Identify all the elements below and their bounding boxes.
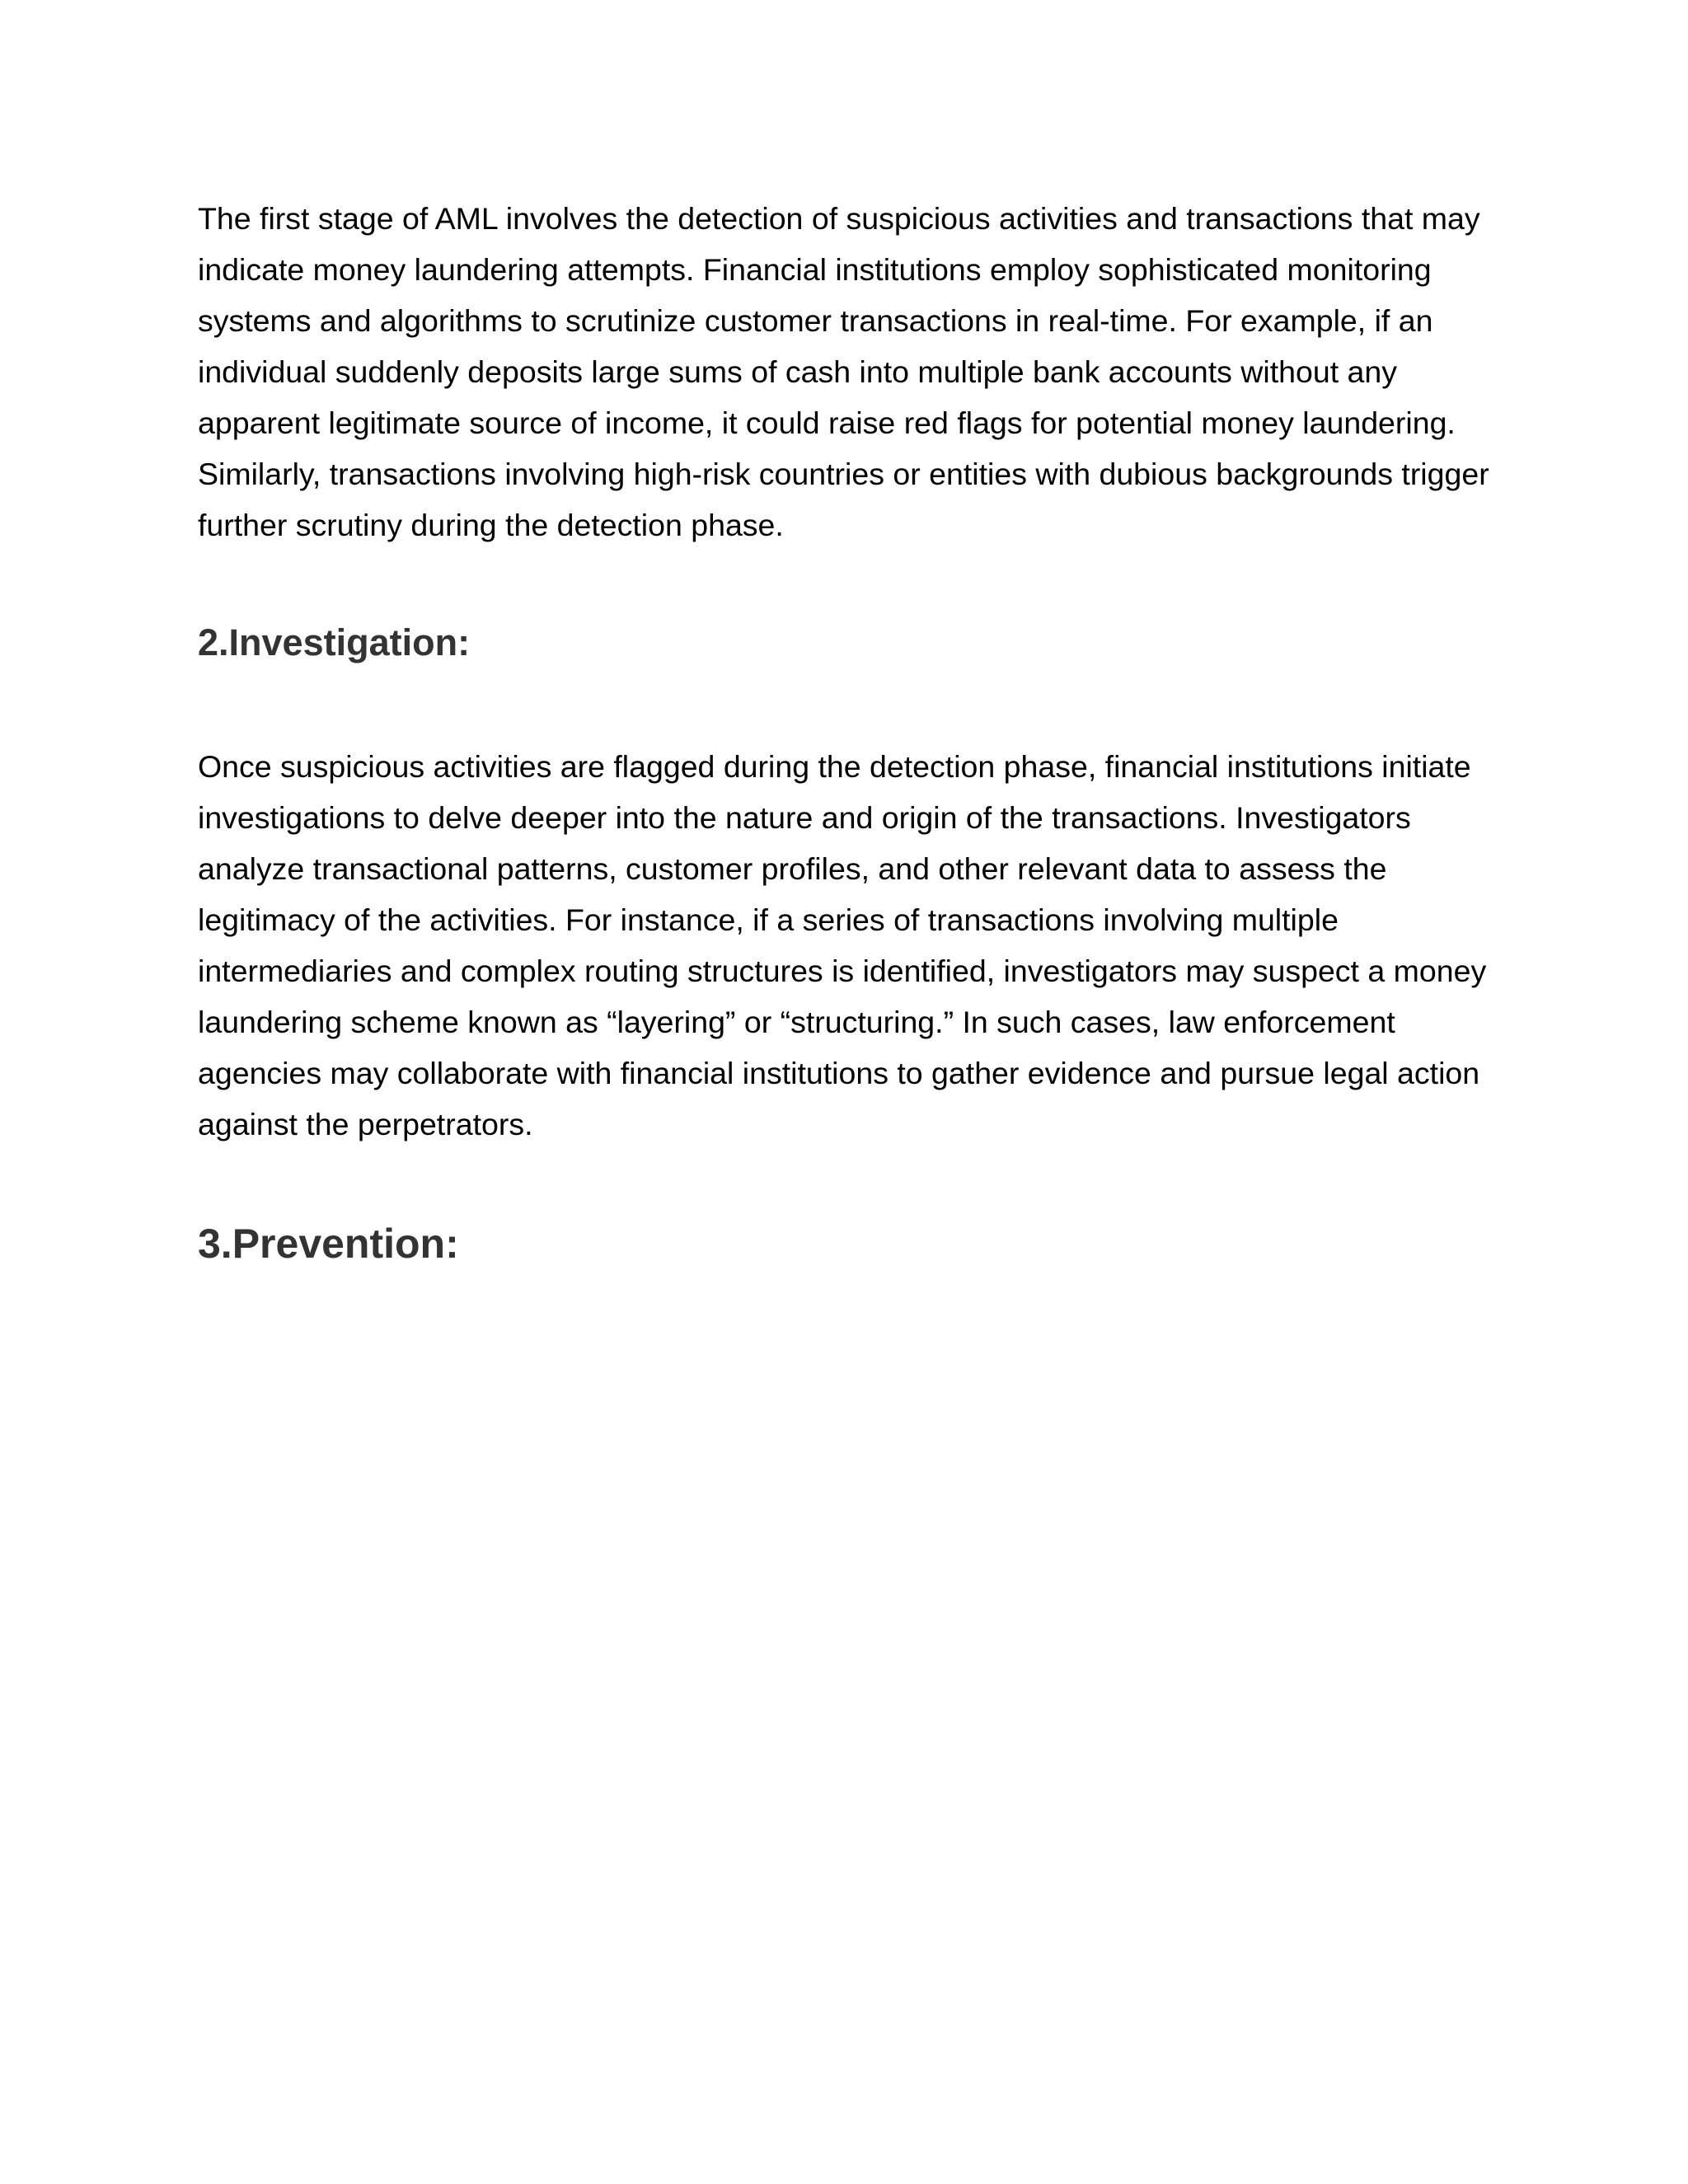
paragraph-detection: The first stage of AML involves the detection of suspicious activities and transactions that may indicate money laundering attempts. Financial institutions employ sophisticated monitoring systems and algorithms to scrutinize customer transactions in real-time. For example, if an individual suddenly deposits large sums of cash into multiple bank accounts without any apparent legitimate source of income, it could raise red flags for potential money laundering. Similarly, transactions involving high-risk countries or entities with dubious backgrounds trigger further scrutiny during the detection phase. [198, 201, 1489, 542]
heading-investigation: 2.Investigation: [198, 621, 471, 663]
document-body [198, 193, 1500, 1268]
paragraph-investigation: Once suspicious activities are flagged during the detection phase, financial institutions initiate investigations to delve deeper into the nature and origin of the transactions. Investigators analyze transactional patterns, customer profiles, and other relevant data to assess the legitimacy of the activities. For instance, if a series of transactions involving multiple intermediaries and complex routing structures is identified, investigators may suspect a money laundering scheme known as “layering” or “structuring.” In such cases, law enforcement agencies may collaborate with financial institutions to gather evidence and pursue legal action against the perpetrators. [198, 749, 1487, 1141]
heading-prevention: 3.Prevention: [198, 1221, 459, 1267]
